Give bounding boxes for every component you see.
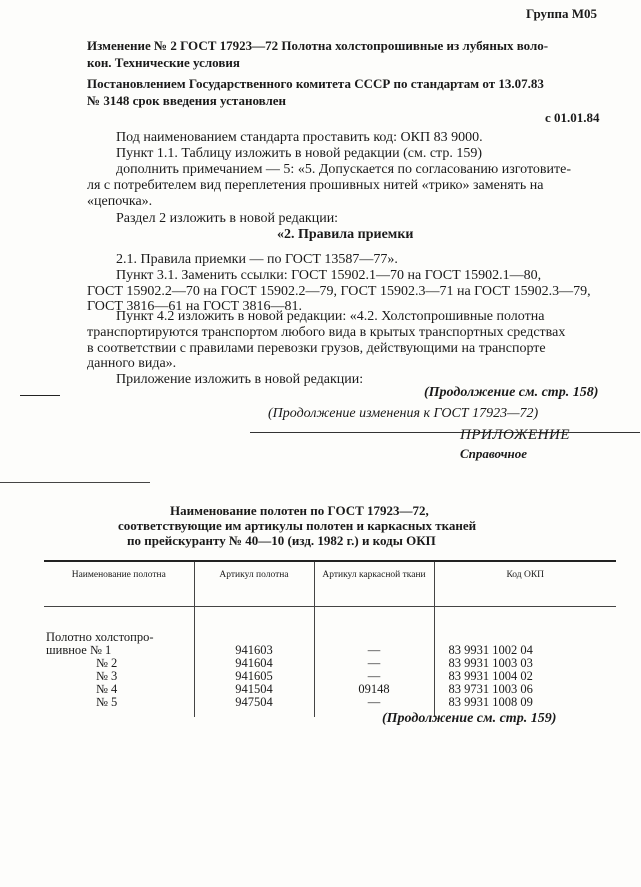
table-title-line1: Наименование полотен по ГОСТ 17923—72, [170,503,429,518]
para-3-1-line2: ГОСТ 15902.2—70 на ГОСТ 15902.2—79, ГОСТ 15902.3—71 на ГОСТ 15902.3—79, [87,284,591,299]
col-okp [434,607,616,718]
para-3-1-line3: ГОСТ 3816—61 на ГОСТ 3816—81. [87,299,303,314]
resolution-line2: № 3148 срок введения установлен [87,93,287,108]
continued-change-header: (Продолжение изменения к ГОСТ 17923—72) [268,406,539,421]
table-cell-frame: — [367,695,381,709]
change-title-line1: Изменение № 2 ГОСТ 17923—72 Полотна холстопрошивные из лубяных воло- [87,38,549,53]
table-cell-frame: — [367,656,381,670]
para-1-1: Пункт 1.1. Таблицу изложить в новой редакции (см. стр. 159) [116,146,482,161]
separator-left [20,395,60,396]
table-cell-okp: 83 9931 1004 02 [448,669,533,683]
continued-note-1: (Продолжение см. стр. 158) [424,385,599,400]
table-cell-name: шивное № 1 [46,643,112,657]
para-4-2-line2: транспортируются транспортом любого вида в крытых транспортных средствах [87,325,566,340]
group-code: Группа М05 [526,6,598,21]
para-2-1: 2.1. Правила приемки — по ГОСТ 13587—77». [116,252,398,267]
table-cell-article: 941603 [235,643,273,657]
table-cell-name: № 3 [96,669,118,683]
para-4-2-line4: данного вида». [87,356,177,371]
para-appendix: Приложение изложить в новой редакции: [116,372,364,387]
para-4-2-line1: Пункт 4.2 изложить в новой редакции: «4.2. Холстопрошивные полотна [116,309,545,324]
table-cell-okp: 83 9931 1003 03 [448,656,533,670]
table-cell-frame: — [367,643,381,657]
col-header-okp: Код ОКП [434,561,616,607]
appendix-reference: Справочное [460,446,528,461]
continued-note-2: (Продолжение см. стр. 159) [382,711,557,726]
para-4-2-line3: в соответствии с правилами перевозки грузов, действующими на транспорте [87,341,546,356]
section-title: «2. Правила приемки [277,227,414,242]
col-header-frame: Артикул каркасной ткани [314,561,434,607]
scan-line [0,482,150,483]
table-cell-okp: 83 9931 1008 09 [448,695,533,709]
col-article [194,607,314,718]
col-header-article: Артикул полотна [194,561,314,607]
resolution-line1: Постановлением Государственного комитета СССР по стандартам от 13.07.83 [87,76,544,91]
separator-right [250,432,640,433]
table-cell-name: № 2 [96,656,118,670]
table-cell-article: 941504 [235,682,273,696]
table-cell-okp: 83 9731 1003 06 [448,682,533,696]
para-3-1-line1: Пункт 3.1. Заменить ссылки: ГОСТ 15902.1—70 на ГОСТ 15902.1—80, [116,268,542,283]
col-header-name: Наименование полотна [71,570,166,580]
change-title-line2: кон. Технические условия [87,55,240,70]
okp-table [44,560,616,717]
table-body [44,607,616,718]
table-cell-article: 941604 [235,656,273,670]
table-cell-frame: — [367,669,381,683]
appendix-title: ПРИЛОЖЕНИЕ [460,427,570,443]
table-header-row [44,561,616,607]
para-note-line1: дополнить примечанием — 5: «5. Допускается по согласованию изготовите- [116,162,572,177]
table-cell-article: 941605 [235,669,273,683]
table-cell-article: 947504 [235,695,273,709]
table-title-line2: соответствующие им артикулы полотен и каркасных тканей [118,518,477,533]
table-title-line3: по прейскуранту № 40—10 (изд. 1982 г.) и коды ОКП [127,533,436,548]
table-cell-okp: 83 9931 1002 04 [448,643,533,657]
effective-date: с 01.01.84 [545,110,600,125]
para-note-line3: «цепочка». [87,194,153,209]
table-cell-name: № 4 [96,682,118,696]
para-section2: Раздел 2 изложить в новой редакции: [116,211,339,226]
table-cell-name: Полотно холстопро- [46,630,154,644]
para-code: Под наименованием стандарта проставить код: ОКП 83 9000. [116,130,483,145]
table-cell-name: № 5 [96,695,118,709]
table-cell-frame: 09148 [358,682,390,696]
col-frame [314,607,434,718]
para-note-line2: ля с потребителем вид переплетения прошивных нитей «трико» заменять на [87,178,544,193]
col-name [44,607,194,718]
